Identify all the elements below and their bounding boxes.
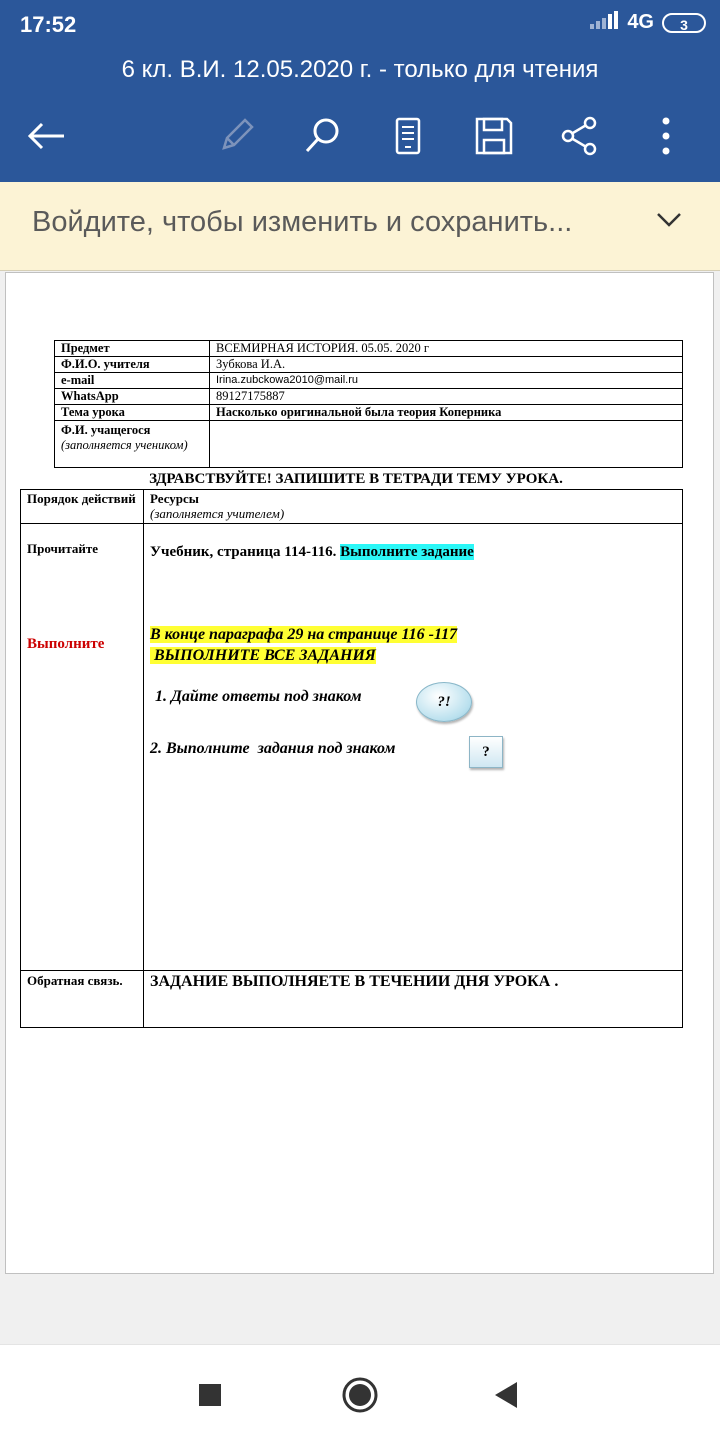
read-label: Прочитайте — [27, 541, 99, 556]
document-page — [5, 272, 714, 1274]
status-indicators — [589, 10, 706, 35]
share-icon[interactable] — [555, 112, 603, 160]
back-icon[interactable] — [486, 1375, 526, 1415]
do-instructions — [150, 624, 457, 666]
recent-apps-icon[interactable] — [190, 1375, 230, 1415]
sign-box-icon: ? — [469, 736, 503, 768]
task-item-1: 1. Дайте ответы под знаком — [155, 688, 362, 705]
signal-icon — [589, 10, 619, 35]
read-highlight: Выполните задание — [340, 544, 474, 560]
info-key: Предмет — [55, 341, 210, 357]
table-row — [55, 421, 683, 468]
student-label: Ф.И. учащегося — [61, 423, 151, 437]
table-row — [55, 389, 683, 405]
student-name-field — [210, 421, 683, 468]
table-row — [55, 357, 683, 373]
chevron-down-icon[interactable] — [656, 212, 682, 233]
save-icon[interactable] — [470, 112, 518, 160]
feedback-label-cell — [21, 971, 144, 1028]
table-row — [55, 341, 683, 357]
actions-cell — [21, 524, 144, 971]
greeting-heading: ЗДРАВСТВУЙТЕ! ЗАПИШИТЕ В ТЕТРАДИ ТЕМУ УРОКА. — [149, 471, 563, 487]
info-table — [54, 340, 683, 468]
status-bar — [0, 0, 720, 52]
signin-banner-text: Войдите, чтобы изменить и сохранить... — [32, 206, 573, 238]
read-text: Учебник, страница 114-116. — [150, 544, 337, 560]
resources-cell — [144, 524, 683, 971]
reading-view-icon[interactable] — [384, 112, 432, 160]
table-row — [55, 373, 683, 389]
do-line-1: В конце параграфа 29 на странице 116 -117 — [150, 626, 458, 643]
info-key: WhatsApp — [55, 389, 210, 405]
table-row — [21, 971, 683, 1028]
document-title: 6 кл. В.И. 12.05.2020 г. - только для чтения — [121, 56, 599, 83]
info-value-email: Irina.zubckowa2010@mail.ru — [210, 373, 683, 389]
table-row — [21, 524, 683, 971]
info-key: Тема урока — [55, 405, 210, 421]
task-table — [20, 489, 683, 1028]
network-type: 4G — [627, 11, 654, 33]
table-header-row — [21, 490, 683, 524]
battery-icon: 3 — [662, 13, 706, 33]
search-icon[interactable] — [298, 112, 346, 160]
feedback-cell — [144, 971, 683, 1028]
toolbar — [0, 100, 720, 170]
home-icon[interactable] — [340, 1375, 380, 1415]
info-key: Ф.И.О. учителя — [55, 357, 210, 373]
table-row — [55, 405, 683, 421]
more-options-icon[interactable] — [642, 112, 690, 160]
feedback-text: ЗАДАНИЕ ВЫПОЛНЯЕТЕ В ТЕЧЕНИИ ДНЯ УРОКА . — [150, 973, 559, 990]
header-resources-label: Ресурсы — [150, 491, 199, 506]
task-item-2: 2. Выполните задания под знаком — [150, 740, 396, 757]
info-value-topic: Насколько оригинальной была теория Коперника — [210, 405, 683, 421]
info-key: e-mail — [55, 373, 210, 389]
signin-banner[interactable] — [0, 182, 720, 271]
nav-bar — [0, 1344, 720, 1441]
student-note: (заполняется учеником) — [61, 438, 188, 452]
info-value: ВСЕМИРНАЯ ИСТОРИЯ. 05.05. 2020 г — [210, 341, 683, 357]
feedback-label: Обратная связь. — [27, 973, 123, 988]
read-text-line — [150, 544, 474, 561]
header-resources-note: (заполняется учителем) — [150, 506, 285, 521]
app-bar — [0, 0, 720, 182]
info-value: Зубкова И.А. — [210, 357, 683, 373]
do-label: Выполните — [27, 636, 105, 652]
sign-bubble-icon: ?! — [416, 682, 472, 722]
header-resources — [144, 490, 683, 524]
status-time: 17:52 — [20, 12, 77, 37]
info-key-student — [55, 421, 210, 468]
back-arrow-icon[interactable] — [22, 112, 70, 160]
pencil-icon[interactable] — [212, 112, 260, 160]
do-line-2: ВЫПОЛНИТЕ ВСЕ ЗАДАНИЯ — [150, 647, 376, 664]
info-value: 89127175887 — [210, 389, 683, 405]
header-order: Порядок действий — [21, 490, 144, 524]
